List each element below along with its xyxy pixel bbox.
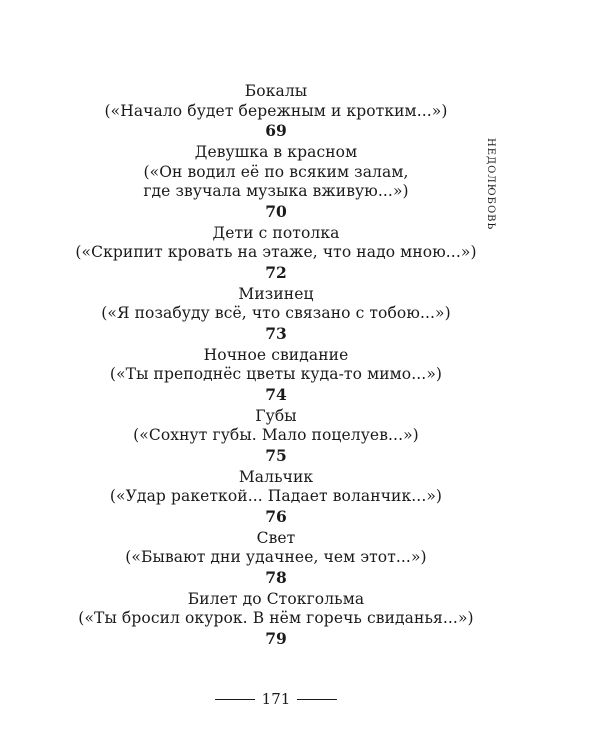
running-head: НЕДОЛЮБОВЬ <box>485 138 496 231</box>
entry-title: Мальчик <box>238 467 314 486</box>
toc-entry <box>0 407 552 465</box>
entry-page-number: 74 <box>265 384 287 404</box>
entry-title: Свет <box>256 528 296 547</box>
entry-page-number: 79 <box>265 628 287 648</box>
entry-title: Губы <box>255 406 297 425</box>
toc-entry <box>0 143 552 221</box>
toc-entry <box>0 82 552 140</box>
entry-title: Билет до Стокгольма <box>187 589 365 608</box>
entry-title: Девушка в красном <box>194 143 358 161</box>
entry-page-number: 76 <box>265 506 287 526</box>
toc-entry <box>0 346 552 404</box>
entry-page-number: 69 <box>265 121 287 140</box>
entry-first-line: («Бывают дни удачнее, чем этот...») <box>125 548 427 566</box>
footer-rule-right <box>297 699 337 700</box>
entry-page-number: 78 <box>265 567 287 587</box>
toc-entry <box>0 224 552 282</box>
table-of-contents <box>0 82 552 651</box>
entry-title: Дети с потолка <box>212 223 340 242</box>
entry-first-line: («Ты преподнёс цветы куда-то мимо...») <box>109 365 443 383</box>
entry-first-line: («Он водил её по всяким залам, <box>143 162 409 181</box>
entry-first-line: («Сохнут губы. Мало поцелуев...») <box>133 426 419 444</box>
page-footer <box>0 690 552 709</box>
entry-first-line: («Ты бросил окурок. В нём горечь свиданья...») <box>78 609 474 627</box>
entry-first-line: («Удар ракеткой... Падает воланчик...») <box>109 487 443 505</box>
toc-entry <box>0 468 552 526</box>
entry-first-line: («Скрипит кровать на этаже, что надо мною...») <box>75 243 477 261</box>
entry-title: Бокалы <box>244 82 308 100</box>
entry-first-line: («Начало будет бережным и кротким...») <box>104 101 448 120</box>
entry-title: Ночное свидание <box>203 345 349 364</box>
entry-first-line: («Я позабуду всё, что связано с тобою...») <box>101 304 451 322</box>
entry-page-number: 73 <box>265 323 287 343</box>
footer-rule-left <box>215 699 255 700</box>
entry-title: Мизинец <box>238 284 314 303</box>
page-number: 171 <box>261 690 291 708</box>
entry-page-number: 72 <box>265 262 287 282</box>
entry-page-number: 75 <box>265 445 287 465</box>
toc-entry <box>0 529 552 587</box>
toc-entry <box>0 590 552 648</box>
toc-entry <box>0 285 552 343</box>
entry-page-number: 70 <box>265 201 287 221</box>
entry-first-line-continued: где звучала музыка вживую...») <box>143 182 409 200</box>
